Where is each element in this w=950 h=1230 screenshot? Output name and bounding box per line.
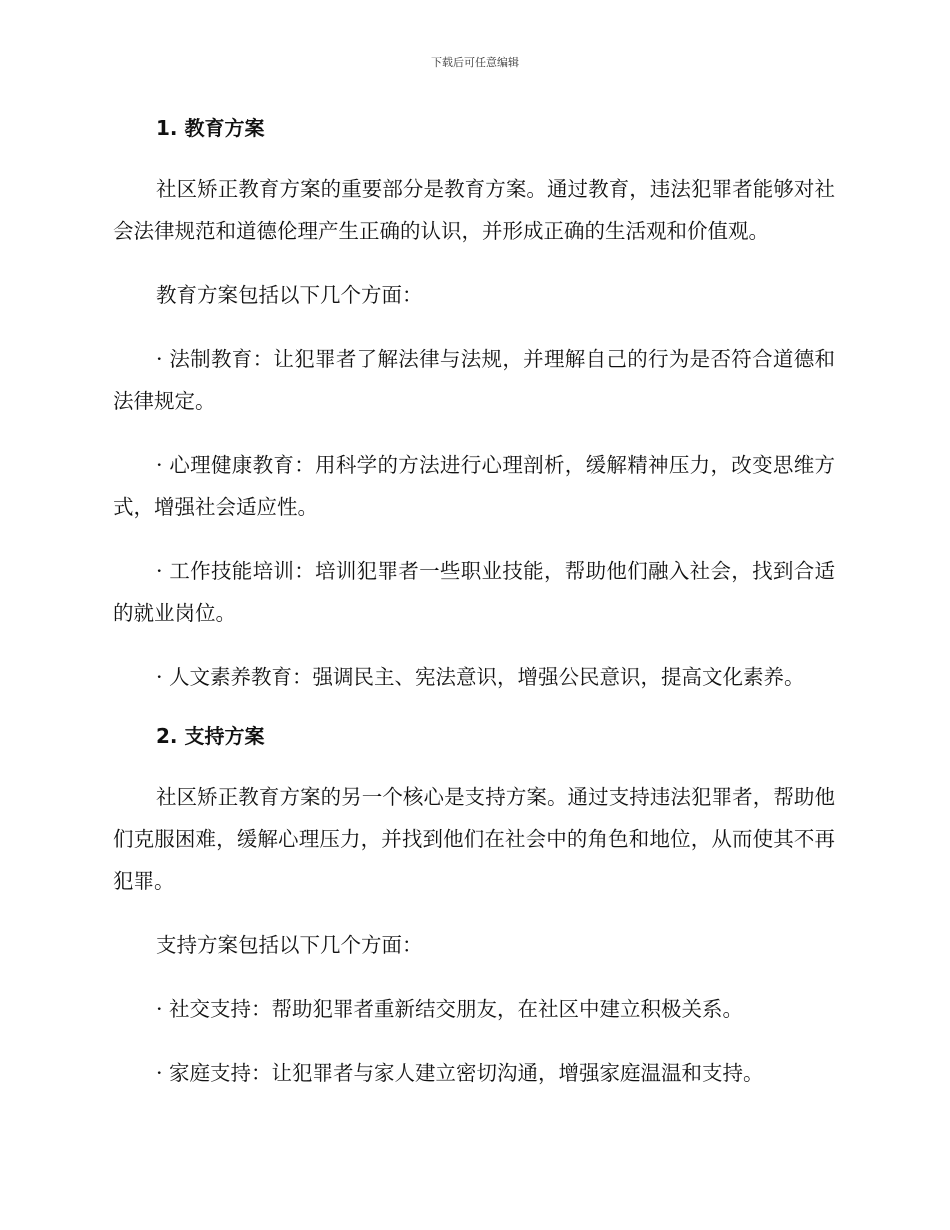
page-header: 下载后可任意编辑 bbox=[431, 56, 519, 69]
list-item-humanities-education: · 人文素养教育：强调民主、宪法意识，增强公民意识，提高文化素养。 bbox=[156, 665, 805, 689]
section-1-intro: 社区矫正教育方案的重要部分是教育方案。通过教育，违法犯罪者能够对社会法律规范和道德伦理产生正确的认识，并形成正确的生活观和价值观。 bbox=[113, 177, 835, 243]
section-2-heading: 2. 支持方案 bbox=[156, 724, 265, 748]
list-item-job-skills-training: · 工作技能培训：培训犯罪者一些职业技能，帮助他们融入社会，找到合适的就业岗位。 bbox=[113, 559, 835, 625]
section-2-lead: 支持方案包括以下几个方面： bbox=[156, 933, 423, 957]
document-body bbox=[113, 112, 835, 1116]
section-1-lead: 教育方案包括以下几个方面： bbox=[156, 283, 423, 307]
list-item-family-support: · 家庭支持：让犯罪者与家人建立密切沟通，增强家庭温温和支持。 bbox=[156, 1061, 764, 1085]
section-2-intro: 社区矫正教育方案的另一个核心是支持方案。通过支持违法犯罪者，帮助他们克服困难，缓解心理压力，并找到他们在社会中的角色和地位，从而使其不再犯罪。 bbox=[113, 785, 835, 893]
section-1-heading: 1. 教育方案 bbox=[156, 116, 265, 140]
list-item-legal-education: · 法制教育：让犯罪者了解法律与法规，并理解自己的行为是否符合道德和法律规定。 bbox=[113, 347, 835, 413]
list-item-social-support: · 社交支持：帮助犯罪者重新结交朋友，在社区中建立积极关系。 bbox=[156, 997, 744, 1021]
list-item-mental-health-education: · 心理健康教育：用科学的方法进行心理剖析，缓解精神压力，改变思维方式，增强社会适应性。 bbox=[113, 453, 835, 519]
